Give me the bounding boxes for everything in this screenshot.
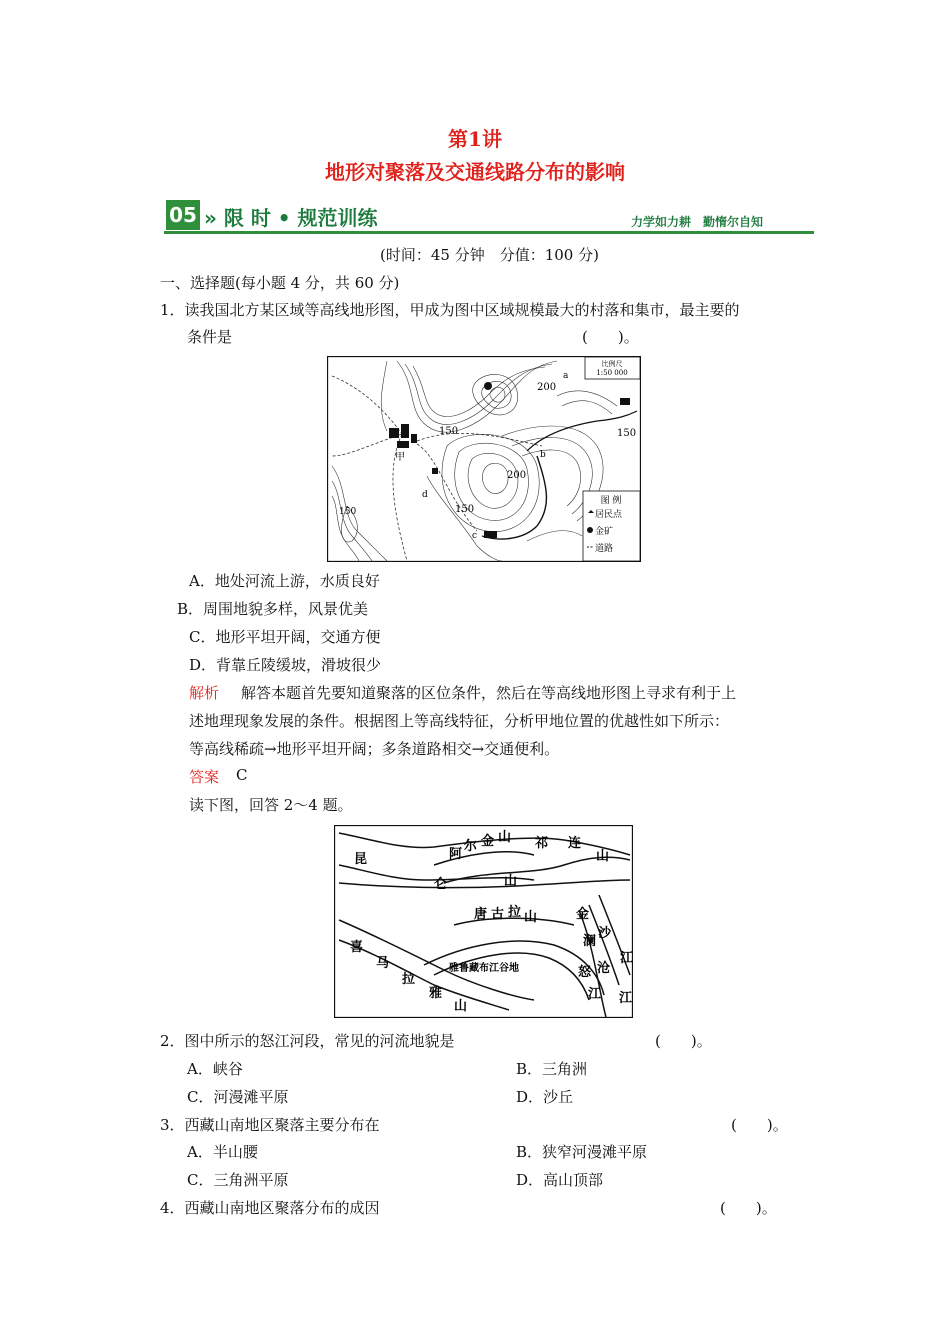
map-label: 古 bbox=[491, 907, 505, 922]
map-label: 喜 bbox=[350, 940, 364, 955]
map-label: 怒 bbox=[578, 965, 592, 980]
point-label-a: a bbox=[563, 371, 569, 381]
map-label: 山 bbox=[596, 849, 610, 864]
elevation-label: 150 bbox=[455, 504, 475, 515]
q4-answer-blank: ( )。 bbox=[720, 1199, 777, 1217]
q2-answer-blank: ( )。 bbox=[655, 1032, 712, 1050]
q3-answer-blank: ( )。 bbox=[731, 1116, 788, 1134]
map-label: 金 bbox=[576, 907, 590, 922]
point-label-d: d bbox=[422, 490, 428, 500]
lecture-number: 第1讲 bbox=[448, 127, 502, 151]
map-label: 江 bbox=[588, 987, 602, 1002]
analysis-label: 解析 bbox=[189, 684, 220, 702]
point-label-c: c bbox=[472, 531, 478, 541]
map-label: 山 bbox=[454, 999, 468, 1014]
map-label: 仑 bbox=[434, 877, 448, 892]
map-label: 沧 bbox=[597, 961, 611, 976]
part-heading: 一、选择题(每小题 4 分，共 60 分) bbox=[160, 274, 400, 292]
elevation-label: 150 bbox=[339, 507, 357, 517]
section-number-badge: 05 bbox=[166, 200, 200, 230]
q3-option-c: C．三角洲平原 bbox=[187, 1171, 289, 1189]
banner-divider bbox=[164, 231, 814, 234]
tibet-mountain-map bbox=[334, 825, 633, 1018]
q2-option-a: A．峡谷 bbox=[187, 1060, 243, 1078]
map-label: 山 bbox=[524, 910, 538, 925]
banner-motto: 力学如力耕 勤惰尔自知 bbox=[631, 215, 764, 229]
map-label: 山 bbox=[498, 830, 512, 845]
q1-option-c: C．地形平坦开阔，交通方便 bbox=[189, 628, 381, 646]
legend-item: 居民点 bbox=[595, 510, 623, 520]
settlement-jia-label: 甲 bbox=[395, 452, 405, 463]
answer-label: 答案 bbox=[189, 768, 220, 786]
elevation-label: 150 bbox=[617, 428, 637, 439]
map-label: 沙 bbox=[598, 926, 612, 941]
q1-stem-line2: 条件是 bbox=[187, 328, 233, 346]
map-label: 唐 bbox=[474, 907, 488, 922]
map-label: 澜 bbox=[583, 934, 597, 949]
map-label: 拉 bbox=[508, 905, 522, 920]
point-label-b: b bbox=[540, 450, 546, 460]
scale-value: 1:50 000 bbox=[596, 369, 628, 377]
q4-stem: 4．西藏山南地区聚落分布的成因 bbox=[160, 1199, 380, 1217]
scale-title: 比例尺 bbox=[601, 360, 623, 368]
q2-option-b: B．三角洲 bbox=[516, 1060, 588, 1078]
analysis-line1: 解答本题首先要知道聚落的区位条件，然后在等高线地形图上寻求有利于上 bbox=[241, 684, 737, 702]
q3-option-d: D．高山顶部 bbox=[516, 1171, 604, 1189]
legend-title: 图 例 bbox=[600, 496, 622, 506]
map-label: 昆 bbox=[354, 852, 368, 867]
q1-option-a: A．地处河流上游，水质良好 bbox=[189, 572, 380, 590]
map-label: 马 bbox=[376, 956, 390, 971]
map-label: 雅 bbox=[429, 986, 443, 1001]
section-banner-label: » 限 时 • 规范训练 bbox=[204, 206, 378, 230]
q1-option-b: B．周围地貌多样，风景优美 bbox=[177, 600, 369, 618]
map-label: 尔 bbox=[464, 839, 478, 854]
map-label: 江 bbox=[619, 991, 633, 1006]
analysis-line3: 等高线稀疏→地形平坦开阔；多条道路相交→交通便利。 bbox=[189, 740, 560, 758]
answer-value: C bbox=[236, 766, 248, 784]
legend-item: 道路 bbox=[595, 544, 614, 554]
q2-option-d: D．沙丘 bbox=[516, 1088, 574, 1106]
q1-stem-line1: 1．读我国北方某区域等高线地形图，甲成为图中区域规模最大的村落和集市，最主要的 bbox=[160, 301, 740, 319]
map-label: 连 bbox=[568, 836, 582, 851]
map-label: 祁 bbox=[535, 836, 549, 851]
elevation-label: 200 bbox=[537, 382, 557, 393]
map-label: 山 bbox=[504, 874, 518, 889]
q2-option-c: C．河漫滩平原 bbox=[187, 1088, 289, 1106]
legend-item: 金矿 bbox=[595, 527, 614, 537]
q3-option-a: A．半山腰 bbox=[187, 1143, 258, 1161]
page-title: 地形对聚落及交通线路分布的影响 bbox=[325, 160, 625, 184]
map-label: 金 bbox=[481, 834, 495, 849]
time-info: (时间：45 分钟 分值：100 分) bbox=[380, 246, 599, 264]
q2-stem: 2．图中所示的怒江河段，常见的河流地貌是 bbox=[160, 1032, 455, 1050]
q1-answer-blank: ( )。 bbox=[582, 328, 639, 346]
intro-q2-4: 读下图，回答 2～4 题。 bbox=[189, 796, 353, 814]
q3-option-b: B．狭窄河漫滩平原 bbox=[516, 1143, 648, 1161]
elevation-label: 200 bbox=[507, 470, 527, 481]
q1-option-d: D．背靠丘陵缓坡，滑坡很少 bbox=[189, 656, 382, 674]
analysis-line2: 述地理现象发展的条件。根据图上等高线特征，分析甲地位置的优越性如下所示： bbox=[189, 712, 730, 730]
map-label: 阿 bbox=[449, 847, 463, 862]
elevation-label: 150 bbox=[439, 426, 459, 437]
map-label: 拉 bbox=[402, 972, 416, 987]
q3-stem: 3．西藏山南地区聚落主要分布在 bbox=[160, 1116, 380, 1134]
valley-label: 雅鲁藏布江谷地 bbox=[449, 963, 519, 974]
map-label: 江 bbox=[620, 951, 633, 966]
contour-map-figure bbox=[327, 356, 641, 562]
